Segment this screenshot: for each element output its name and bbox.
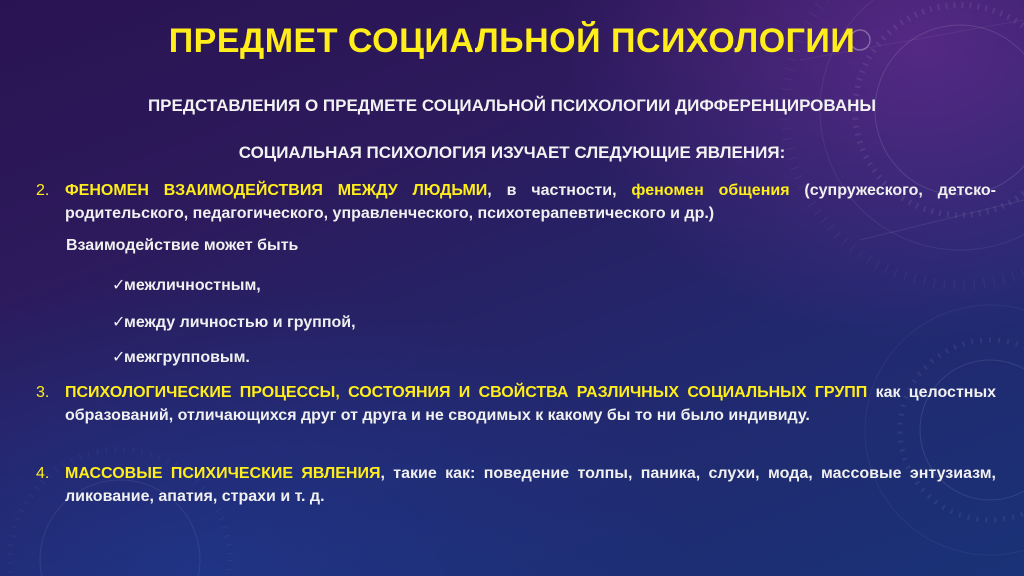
- item-highlight-secondary: феномен общения: [631, 182, 790, 199]
- item-text: как целостных образований, отличающихся друг от друга и не сводимых к какому бы то ни было индивиду.: [65, 384, 997, 424]
- item-highlight: ПСИХОЛОГИЧЕСКИЕ ПРОЦЕССЫ, СОСТОЯНИЯ И СВОЙСТВА РАЗЛИЧНЫХ СОЦИАЛЬНЫХ ГРУПП: [65, 384, 868, 401]
- interaction-option: [112, 347, 250, 367]
- item-text: , в частности,: [487, 182, 632, 199]
- interaction-option-label: межгрупповым.: [124, 349, 250, 366]
- item-number: 3.: [36, 384, 50, 401]
- interaction-option-label: межличностным,: [124, 277, 261, 294]
- item-body: [65, 179, 996, 225]
- checkmark-icon: ✓: [112, 314, 126, 331]
- lead-statement: СОЦИАЛЬНАЯ ПСИХОЛОГИЯ ИЗУЧАЕТ СЛЕДУЮЩИЕ ЯВЛЕНИЯ:: [238, 143, 786, 162]
- slide-subtitle: ПРЕДСТАВЛЕНИЯ О ПРЕДМЕТЕ СОЦИАЛЬНОЙ ПСИХОЛОГИИ ДИФФЕРЕНЦИРОВАНЫ: [147, 96, 877, 115]
- item-number: 4.: [36, 465, 50, 482]
- interaction-option-label: между личностью и группой,: [124, 314, 356, 331]
- item-body: [65, 381, 996, 427]
- checkmark-icon: ✓: [112, 277, 126, 294]
- item-text: , такие как: поведение толпы, паника, слухи, мода, массовые энтузиазм, ликование, апатия, страхи и т. д.: [65, 465, 996, 505]
- list-item-3: [36, 381, 996, 427]
- item-number: 2.: [36, 182, 50, 199]
- interaction-option: [112, 312, 356, 332]
- checkmark-icon: ✓: [112, 349, 126, 366]
- list-item-2: [36, 179, 996, 225]
- item-body: [65, 462, 996, 508]
- item-text-secondary: (супружеского, детско-родительского, педагогического, управленческого, психотерапевтического и др.): [65, 182, 996, 222]
- slide-title: ПРЕДМЕТ СОЦИАЛЬНОЙ ПСИХОЛОГИИ: [168, 22, 856, 60]
- item-highlight: МАССОВЫЕ ПСИХИЧЕСКИЕ ЯВЛЕНИЯ: [65, 465, 381, 482]
- item-highlight: ФЕНОМЕН ВЗАИМОДЕЙСТВИЯ МЕЖДУ ЛЮДЬМИ: [65, 182, 488, 199]
- interaction-heading: Взаимодействие может быть: [66, 237, 299, 254]
- list-item-4: [36, 462, 996, 508]
- interaction-option: [112, 275, 261, 295]
